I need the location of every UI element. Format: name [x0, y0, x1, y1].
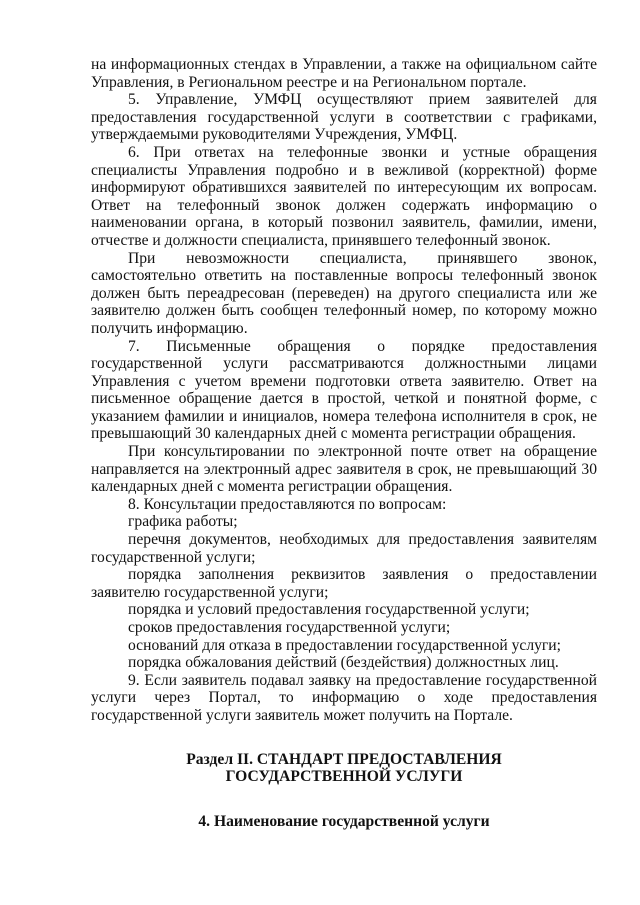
list-item-schedule: графика работы; [128, 513, 238, 531]
subsection-heading: 4. Наименование государственной услуги [198, 812, 490, 830]
paragraph-email: При консультировании по электронной почте ответ на обращение направляется на электронный адрес заявителя в срок, не превышающий 30 календарных дней с момента регистрации обращения. [91, 443, 597, 496]
list-item-terms: сроков предоставления государственной услуги; [128, 619, 451, 636]
paragraph-item-8: 8. Консультации предоставляются по вопросам: [128, 495, 447, 513]
paragraph-item-5: 5. Управление, УМФЦ осуществляют прием заявителей для предоставления государственной услуги в соответствии с графиками, утверждаемыми руководителями Учреждения, УМФЦ. [91, 91, 597, 144]
paragraph-item-6: 6. При ответах на телефонные звонки и устные обращения специалисты Управления подробно и в вежливой (корректной) форме информируют обратившихся заявителей по интересующим их вопросам. Ответ на телефонный звонок должен содержать информацию о наименовании органа, в который позвонил заявитель, фамилии, имени, отчестве и должности специалиста, принявшего телефонный звонок. [91, 143, 597, 249]
section-heading [91, 751, 597, 786]
paragraph-item-7: 7. Письменные обращения о порядке предоставления государственной услуги рассматриваются должностными лицами Управления с учетом времени подготовки ответа заявителю. Ответ на письменное обращение дается в простой, четкой и понятной форме, с указанием фамилии и инициалов, номера телефона исполнителя в срок, не превышающий 30 календарных дней с момента регистрации обращения. [91, 337, 597, 443]
list-item-conditions: порядка и условий предоставления государственной услуги; [128, 601, 530, 619]
list-item-appeal: порядка обжалования действий (бездействия) должностных лиц. [128, 654, 559, 672]
paragraph-item-9: 9. Если заявитель подавал заявку на предоставление государственной услуги через Портал, то информацию о ходе предоставления государственной услуги заявитель может получить на Портале. [91, 671, 597, 724]
paragraph-redirect: При невозможности специалиста, принявшего звонок, самостоятельно ответить на поставленные вопросы телефонный звонок должен быть переадресован (переведен) на другого специалиста или же заявителю должен быть сообщен телефонный номер, по которому можно получить информацию. [91, 249, 597, 337]
section-heading-line2: ГОСУДАРСТВЕННОЙ УСЛУГИ [225, 768, 463, 786]
list-item-refusal-grounds: оснований для отказа в предоставлении государственной услуги; [128, 636, 561, 654]
paragraph-stands: на информационных стендах в Управлении, а также на официальном сайте Управления, в Региональном реестре и на Региональном портале. [91, 56, 597, 91]
list-item-documents: перечня документов, необходимых для предоставления заявителям государственной услуги; [91, 531, 597, 566]
section-heading-line1: Раздел II. СТАНДАРТ ПРЕДОСТАВЛЕНИЯ [186, 750, 502, 768]
list-item-form-filling: порядка заполнения реквизитов заявления о предоставлении заявителю государственной услуги; [91, 566, 597, 601]
